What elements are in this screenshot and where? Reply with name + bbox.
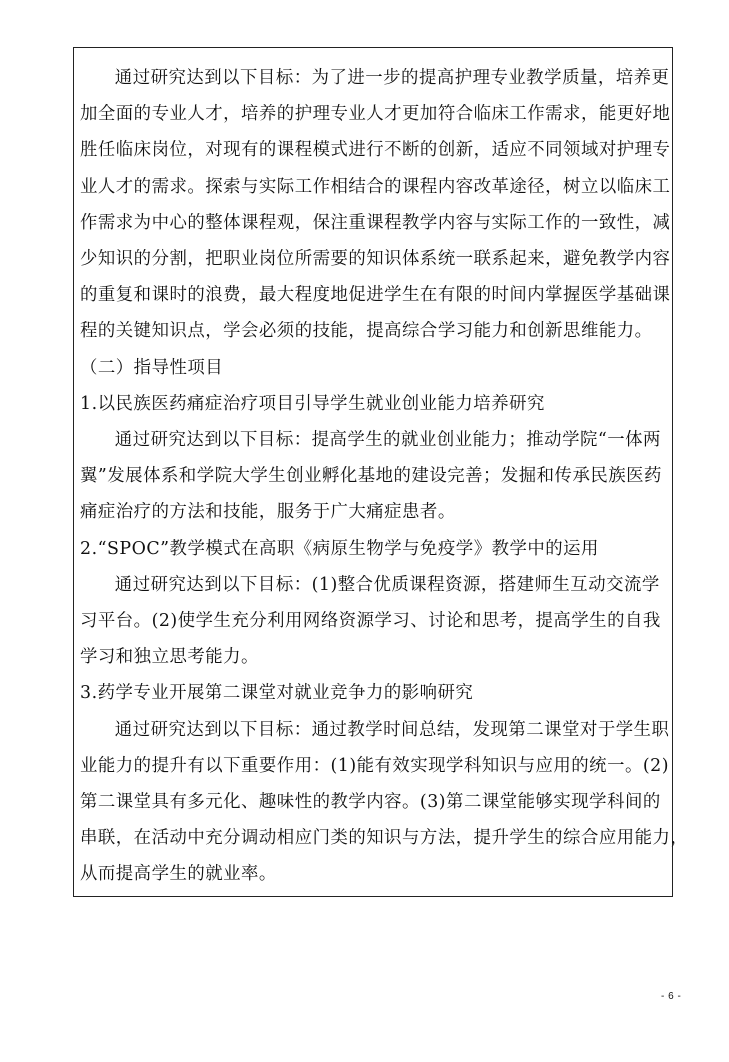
text-line: 通过研究达到以下目标：为了进一步的提高护理专业教学质量，培养更 [114,68,670,88]
item-2-title [80,531,670,567]
text-line: 3.药学专业开展第二课堂对就业竞争力的影响研究 [80,683,474,704]
text-line: 加全面的专业人才，培养的护理专业人才更加符合临床工作需求，能更好地 [80,104,671,125]
text-line: 作需求为中心的整体课程观，保注重课程教学内容与实际工作的一致性，减 [80,212,671,233]
text-line: 业能力的提升有以下重要作用：(1)能有效实现学科知识与应用的统一。(2) [80,755,669,776]
text-line: 的重复和课时的浪费，最大程度地促进学生在有限的时间内掌握医学基础课 [80,285,671,306]
item-1-goals [80,422,670,531]
text-line: 从而提高学生的就业率。 [80,864,277,885]
text-line: 学习和独立思考能力。 [80,647,259,668]
item-1-title [80,386,670,422]
document-body [80,60,689,893]
text-line: 业人才的需求。探索与实际工作相结合的课程内容改革途径，树立以临床工 [80,176,671,197]
text-line: 第二课堂具有多元化、趣味性的教学内容。(3)第二课堂能够实现学科间的 [80,792,661,813]
text-line: 通过研究达到以下目标：通过教学时间总结，发现第二课堂对于学生职 [114,719,670,740]
text-line: 少知识的分割，把职业岗位所需要的知识体系统一联系起来，避免教学内容 [80,249,671,270]
text-line: 2.“SPOC”教学模式在高职《病原生物学与免疫学》教学中的运用 [80,538,599,559]
text-line: 串联，在活动中充分调动相应门类的知识与方法，提升学生的综合应用能力， [80,828,689,849]
text-line: 习平台。(2)使学生充分利用网络资源学习、讨论和思考，提高学生的自我 [80,611,661,632]
text-line: 程的关键知识点，学会必须的技能，提高综合学习能力和创新思维能力。 [80,321,653,342]
text-line: 1.以民族医药痛症治疗项目引导学生就业创业能力培养研究 [80,393,545,414]
text-line: 胜任临床岗位，对现有的课程模式进行不断的创新，适应不同领域对护理专 [80,140,671,161]
item-2-goals [80,567,670,676]
item-3-goals [80,712,689,893]
page-number: - 6 - [661,991,682,1002]
text-line: 通过研究达到以下目标：提高学生的就业创业能力；推动学院“一体两 [114,430,661,451]
section-heading-guiding [80,350,670,386]
para-goals-1 [80,60,670,350]
text-line: 通过研究达到以下目标：(1)整合优质课程资源，搭建师生互动交流学 [114,574,660,595]
text-line: （二）指导性项目 [80,357,224,378]
text-line: 痛症治疗的方法和技能，服务于广大痛症患者。 [80,502,456,523]
text-line: 翼”发展体系和学院大学生创业孵化基地的建设完善；发掘和传承民族医药 [80,466,662,487]
item-3-title [80,675,670,711]
